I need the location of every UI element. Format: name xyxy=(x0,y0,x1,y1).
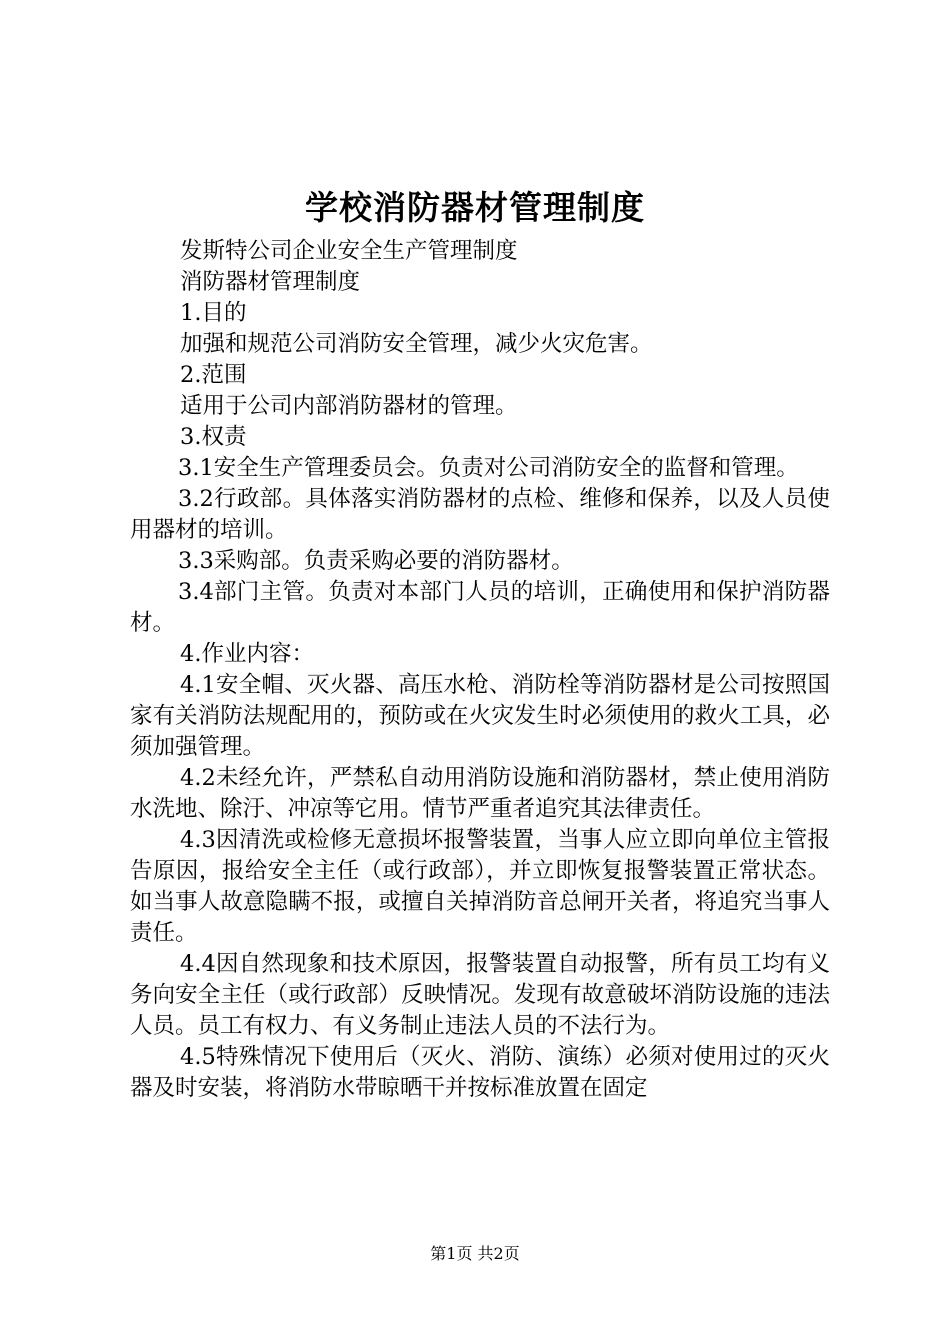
paragraph: 发斯特公司企业安全生产管理制度 xyxy=(180,238,518,264)
document-title: 学校消防器材管理制度 xyxy=(305,188,645,227)
paragraph: 3.3采购部。负责采购必要的消防器材。 xyxy=(178,548,574,574)
paragraph: 2.范围 xyxy=(180,362,247,388)
page-footer: 第1页 共2页 xyxy=(430,1244,520,1263)
paragraph: 4.5特殊情况下使用后（灭火、消防、演练）必须对使用过的灭火器及时安装，将消防水带晾晒干并按标准放置在固定 xyxy=(130,1044,830,1101)
paragraph: 3.2行政部。具体落实消防器材的点检、维修和保养，以及人员使用器材的培训。 xyxy=(130,486,830,543)
paragraph: 4.作业内容： xyxy=(180,641,314,667)
paragraph: 3.1安全生产管理委员会。负责对公司消防安全的监督和管理。 xyxy=(178,455,799,481)
document-body xyxy=(130,236,830,1104)
paragraph: 适用于公司内部消防器材的管理。 xyxy=(180,393,518,419)
paragraph: 3.4部门主管。负责对本部门人员的培训，正确使用和保护消防器材。 xyxy=(130,579,830,636)
paragraph: 4.4因自然现象和技术原因，报警装置自动报警，所有员工均有义务向安全主任（或行政部）反映情况。发现有故意破坏消防设施的违法人员。员工有权力、有义务制止违法人员的不法行为。 xyxy=(130,951,830,1039)
paragraph: 4.3因清洗或检修无意损坏报警装置，当事人应立即向单位主管报告原因，报给安全主任（或行政部），并立即恢复报警装置正常状态。如当事人故意隐瞒不报，或擅自关掉消防音总闸开关者，将追究当事人责任。 xyxy=(130,827,830,946)
paragraph: 1.目的 xyxy=(180,300,247,326)
paragraph: 3.权责 xyxy=(180,424,247,450)
paragraph: 4.1安全帽、灭火器、高压水枪、消防栓等消防器材是公司按照国家有关消防法规配用的，预防或在火灾发生时必须使用的救火工具，必须加强管理。 xyxy=(130,672,830,760)
paragraph: 4.2未经允许，严禁私自动用消防设施和消防器材，禁止使用消防水洗地、除汙、冲凉等它用。情节严重者追究其法律责任。 xyxy=(130,765,830,822)
paragraph: 加强和规范公司消防安全管理，减少火灾危害。 xyxy=(180,331,653,357)
paragraph: 消防器材管理制度 xyxy=(180,269,361,295)
